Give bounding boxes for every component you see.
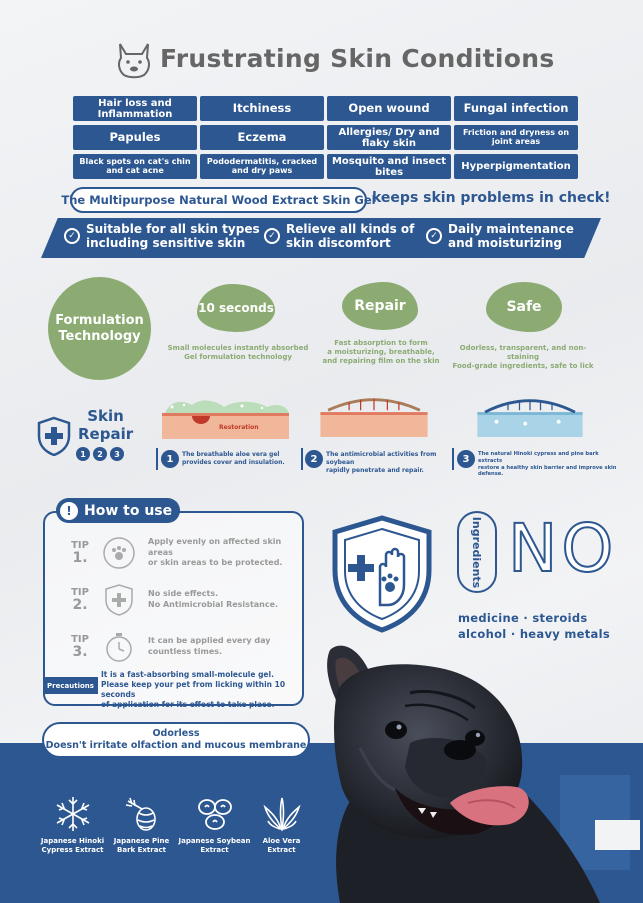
step-divider <box>156 448 158 470</box>
tip-text <box>148 537 298 569</box>
french-bulldog-face-icon <box>114 40 154 80</box>
extract-line: Bark Extract <box>117 846 166 855</box>
pine-cone-icon <box>122 795 162 833</box>
condition-tile: Fungal infection <box>454 96 578 121</box>
benefit-item <box>426 222 574 251</box>
extract-item <box>104 795 179 855</box>
exclamation-icon: ! <box>60 502 78 520</box>
precaution-line: of application for its effect to take place. <box>101 700 275 710</box>
step-line: The breathable aloe vera gel <box>182 451 280 458</box>
ingredients-label-text: Ingredients <box>470 516 484 588</box>
tip-label <box>66 635 94 659</box>
extract-label <box>178 837 250 855</box>
tip-word: TIP <box>71 587 89 598</box>
skin-repair-title <box>78 407 133 443</box>
tip-item <box>66 630 298 664</box>
step-badge: 1 <box>76 447 90 461</box>
skin-repair-line: Repair <box>78 425 134 443</box>
tip-label <box>66 541 94 565</box>
step-line: restore a healthy skin barrier and improve skin defense. <box>478 464 617 478</box>
french-bulldog-image <box>300 638 643 903</box>
tagline-text: keeps skin problems in check! <box>372 190 611 206</box>
tip-number: 2. <box>72 597 88 613</box>
repair-description <box>316 339 446 365</box>
tip-number: 3. <box>72 644 88 660</box>
extract-item <box>177 795 252 855</box>
repair-badge: Repair <box>342 282 418 330</box>
step-line: rapidly penetrate and repair. <box>326 466 424 474</box>
benefit-line: skin discomfort <box>286 236 391 251</box>
extract-line: Japanese Soybean <box>178 837 251 845</box>
tip-line: countless times. <box>148 647 223 656</box>
benefit-line: and moisturizing <box>448 236 562 251</box>
tip-line: No side effects. <box>148 589 219 599</box>
condition-tile: Mosquito and insect bites <box>327 154 451 179</box>
how-to-use-header <box>56 498 180 523</box>
benefit-line: including sensitive skin <box>86 236 246 251</box>
tip-line: No Antimicrobial Resistance. <box>148 600 279 609</box>
condition-tile: Pododermatitis, cracked and dry paws <box>200 154 324 179</box>
desc-line: Gel formulation technology <box>184 352 292 361</box>
tip-line: or skin areas to be protected. <box>148 558 283 568</box>
tip-label <box>66 588 94 612</box>
extract-line: Aloe Vera <box>262 837 301 845</box>
product-name-pill: The Multipurpose Natural Wood Extract Skin Gel <box>70 187 367 213</box>
step-line: provides cover and insulation. <box>182 458 285 466</box>
desc-line: Fast absorption to form <box>334 339 428 347</box>
benefit-line: Suitable for all skin types <box>86 222 260 236</box>
condition-tile: Eczema <box>200 125 324 150</box>
page-title: Frustrating Skin Conditions <box>160 44 555 73</box>
step-number: 1 <box>161 450 179 468</box>
condition-tile: Papules <box>73 125 197 150</box>
extract-label <box>114 837 169 855</box>
aloe-gel-layer-illustration <box>162 395 289 439</box>
tip-word: TIP <box>71 540 89 551</box>
paw-hand-shield-icon <box>330 515 434 633</box>
condition-tile: Friction and dryness on joint areas <box>454 125 578 150</box>
check-circle-icon: ✓ <box>64 228 80 244</box>
odorless-title: Odorless <box>152 727 200 739</box>
step-description <box>478 451 618 478</box>
check-circle-icon: ✓ <box>264 228 280 244</box>
no-list-line: medicine · steroids <box>458 611 588 625</box>
safe-badge: Safe <box>486 282 562 332</box>
formulation-line: Technology <box>58 328 141 344</box>
ten-seconds-description <box>164 344 312 362</box>
benefit-line: Daily maintenance <box>448 222 574 236</box>
extract-line: Cypress Extract <box>41 846 104 855</box>
step-badge: 2 <box>93 447 107 461</box>
formulation-technology-circle <box>48 277 151 380</box>
stopwatch-icon <box>102 630 136 664</box>
benefit-line: Relieve all kinds of <box>286 222 415 236</box>
soybean-penetration-illustration <box>318 393 430 437</box>
ingredients-vertical-label <box>457 511 497 593</box>
odorless-pill <box>42 722 310 758</box>
desc-line: Food-grade ingredients, safe to lick <box>452 361 594 370</box>
step-description <box>326 451 448 474</box>
tip-text <box>148 636 298 658</box>
safe-description <box>448 344 598 370</box>
condition-tile: Hair loss and Inflammation <box>73 96 197 121</box>
step-number: 3 <box>457 450 475 468</box>
condition-tile: Open wound <box>327 96 451 121</box>
skin-repair-line: Skin <box>87 407 124 425</box>
benefit-item <box>64 222 260 251</box>
precautions-text <box>101 670 301 711</box>
benefit-item <box>264 222 414 251</box>
extract-line: Extract <box>200 846 229 855</box>
condition-tile: Allergies/ Dry and flaky skin <box>327 125 451 150</box>
precaution-line: It is a fast-absorbing small-molecule gel. <box>101 670 274 679</box>
desc-line: Odorless, transparent, and non-staining <box>459 344 587 361</box>
step-divider <box>452 448 454 470</box>
extract-line: Extract <box>267 846 296 855</box>
tip-item <box>66 583 298 617</box>
precautions-label: Precautions <box>43 677 98 694</box>
conditions-grid <box>73 96 577 179</box>
condition-tile: Black spots on cat's chin and cat acne <box>73 154 197 179</box>
extract-item <box>35 795 110 855</box>
precaution-line: Please keep your pet from licking within 10 seconds <box>101 680 286 700</box>
odorless-subtitle: Doesn't irritate olfaction and mucous membrane <box>45 740 307 751</box>
step-line: The natural Hinoki cypress and pine bark extracts <box>478 451 599 464</box>
repair-step-badges <box>76 447 124 461</box>
tip-item <box>66 536 298 570</box>
desc-line: a moisturizing, breathable, <box>327 347 435 356</box>
no-list-line: alcohol · heavy metals <box>458 627 610 642</box>
condition-tile: Hyperpigmentation <box>454 154 578 179</box>
skin-barrier-illustration <box>475 393 585 437</box>
tip-line: Apply evenly on affected skin areas <box>148 536 282 557</box>
ten-seconds-badge: 10 seconds <box>197 284 275 332</box>
soybean-icon <box>195 795 235 833</box>
extract-label <box>41 837 104 855</box>
step-number: 2 <box>305 450 323 468</box>
check-circle-icon: ✓ <box>426 228 442 244</box>
how-to-use-title: How to use <box>84 502 173 519</box>
step-line: The antimicrobial activities from soybean <box>326 451 437 466</box>
condition-tile: Itchiness <box>200 96 324 121</box>
extract-line: Japanese Pine <box>113 837 170 845</box>
formulation-line: Formulation <box>55 312 144 328</box>
desc-line: and repairing film on the skin <box>322 356 440 365</box>
step-description <box>182 451 302 467</box>
medical-shield-icon <box>36 416 72 456</box>
tip-word: TIP <box>71 634 89 645</box>
tip-line: It can be applied every day <box>148 636 271 646</box>
step-divider <box>301 448 303 470</box>
tip-number: 1. <box>72 550 88 566</box>
restoration-label: Restoration <box>219 424 259 431</box>
step-badge: 3 <box>110 447 124 461</box>
extract-line: Japanese Hinoki <box>40 837 105 845</box>
snowflake-hinoki-icon <box>53 795 93 833</box>
hand-paw-apply-icon <box>102 536 136 570</box>
aloe-vera-icon <box>262 795 302 833</box>
no-heading: NO <box>508 510 618 587</box>
desc-line: Small molecules instantly absorbed <box>167 344 309 352</box>
tip-text <box>148 589 298 611</box>
extract-label <box>263 837 301 855</box>
shield-cross-icon <box>102 583 136 617</box>
